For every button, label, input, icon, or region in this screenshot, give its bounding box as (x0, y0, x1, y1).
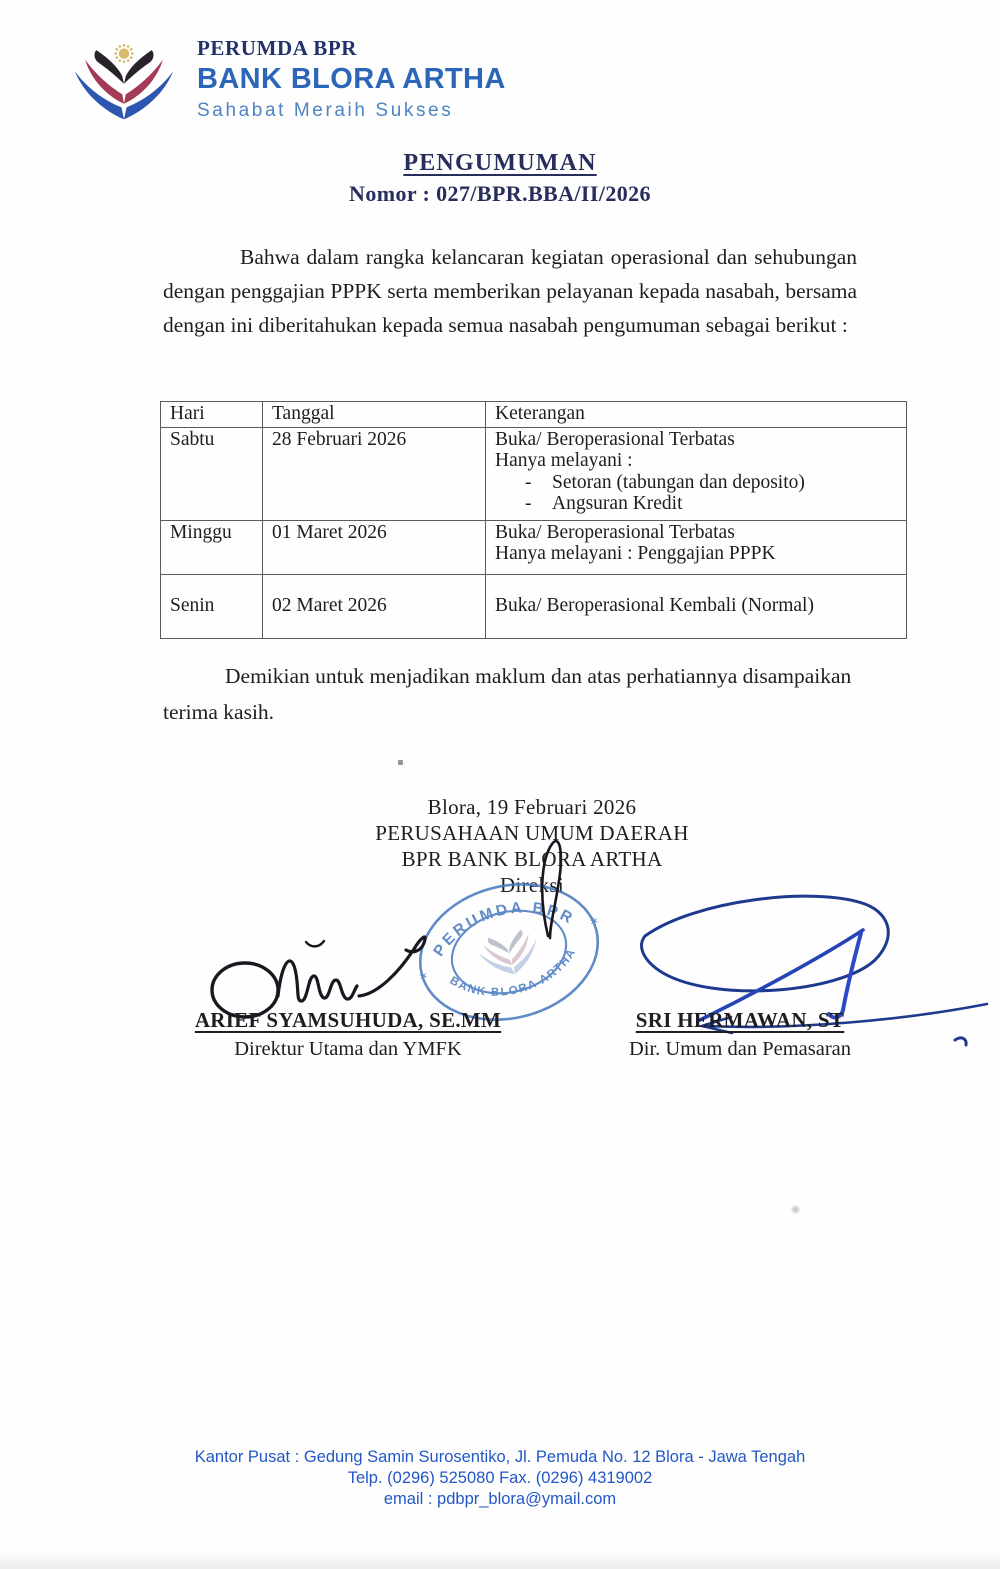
footer-email: email : pdbpr_blora@ymail.com (383, 1490, 617, 1508)
keterangan-bullet: - Setoran (tabungan dan deposito) (495, 472, 897, 494)
scan-speck (398, 760, 403, 765)
keterangan-line: Hanya melayani : Penggajian PPPK (495, 543, 776, 564)
cell-hari: Sabtu (161, 427, 263, 520)
footer-address: Kantor Pusat : Gedung Samin Surosentiko, Jl. Pemuda No. 12 Blora - Jawa Tengah (194, 1448, 806, 1466)
header-hari: Hari (161, 402, 263, 428)
table-row (161, 520, 907, 574)
logo-sun (114, 44, 133, 63)
org-name-top: PERUMDA BPR (197, 36, 358, 60)
keterangan-line: Buka/ Beroperasional Terbatas (495, 521, 735, 543)
company-line-1: PERUSAHAAN UMUM DAERAH (375, 821, 689, 845)
keterangan-line: Buka/ Beroperasional Kembali (Normal) (495, 594, 814, 616)
table-header-row (161, 402, 907, 428)
stamp-text-bottom: BANK BLORA ARTHA (447, 946, 579, 999)
cell-hari: Minggu (161, 520, 263, 574)
cell-keterangan (486, 574, 907, 639)
board-label: Direksi (500, 873, 564, 897)
title-block (0, 150, 1000, 207)
scan-speck (792, 1206, 799, 1213)
footer-phone-fax: Telp. (0296) 525080 Fax. (0296) 4319002 (347, 1469, 653, 1487)
signatory-name: ARIEF SYAMSUHUDA, SE.MM (194, 1008, 502, 1032)
stamp-star-right: ✶ (587, 913, 601, 930)
signatory-name: SRI HERMAWAN, ST (635, 1008, 845, 1032)
cell-hari: Senin (161, 574, 263, 639)
org-name-main: BANK BLORA ARTHA (197, 63, 506, 95)
cell-keterangan (486, 427, 907, 520)
company-line-2: BPR BANK BLORA ARTHA (401, 847, 663, 871)
document-title: PENGUMUMAN (403, 150, 597, 176)
place-date: Blora, 19 Februari 2026 (427, 795, 637, 819)
document-footer (0, 1447, 1000, 1510)
stamp-text-top: PERUMDA BPR (430, 899, 578, 960)
signatory-title: Direktur Utama dan YMFK (234, 1038, 462, 1060)
keterangan-line: Hanya melayani : (495, 450, 633, 471)
schedule-table (160, 401, 907, 639)
table-row (161, 574, 907, 639)
header-keterangan: Keterangan (486, 402, 907, 428)
signatory-right (583, 1008, 897, 1061)
stamp-star-left: ✶ (416, 968, 430, 985)
table-row (161, 427, 907, 520)
closing-paragraph: Demikian untuk menjadikan maklum dan atas perhatiannya disampaikan terima kasih. (163, 664, 852, 724)
bank-logo-icon (72, 36, 176, 130)
letterhead (197, 36, 506, 122)
opening-paragraph: Bahwa dalam rangka kelancaran kegiatan operasional dan sehubungan dengan penggajian PPPK serta memberikan pelayanan kepada nasabah, bersama dengan ini diberitahukan kepada semua nasabah pengumuman sebagai berikut : (163, 245, 857, 337)
signatory-left (176, 1008, 520, 1061)
cell-keterangan (486, 520, 907, 574)
cell-tanggal: 01 Maret 2026 (263, 520, 486, 574)
signatory-title: Dir. Umum dan Pemasaran (628, 1038, 852, 1060)
header-tanggal: Tanggal (263, 402, 486, 428)
cell-tanggal: 28 Februari 2026 (263, 427, 486, 520)
svg-text:BANK BLORA ARTHA (446, 944, 586, 1012)
document-number: Nomor : 027/BPR.BBA/II/2026 (349, 181, 651, 206)
scan-noise-band (0, 1551, 1000, 1569)
cell-tanggal: 02 Maret 2026 (263, 574, 486, 639)
keterangan-line: Buka/ Beroperasional Terbatas (495, 428, 735, 450)
org-tagline: Sahabat Meraih Sukses (197, 100, 454, 121)
keterangan-bullet: - Angsuran Kredit (495, 493, 897, 515)
pen-stroke-loop (529, 832, 583, 946)
